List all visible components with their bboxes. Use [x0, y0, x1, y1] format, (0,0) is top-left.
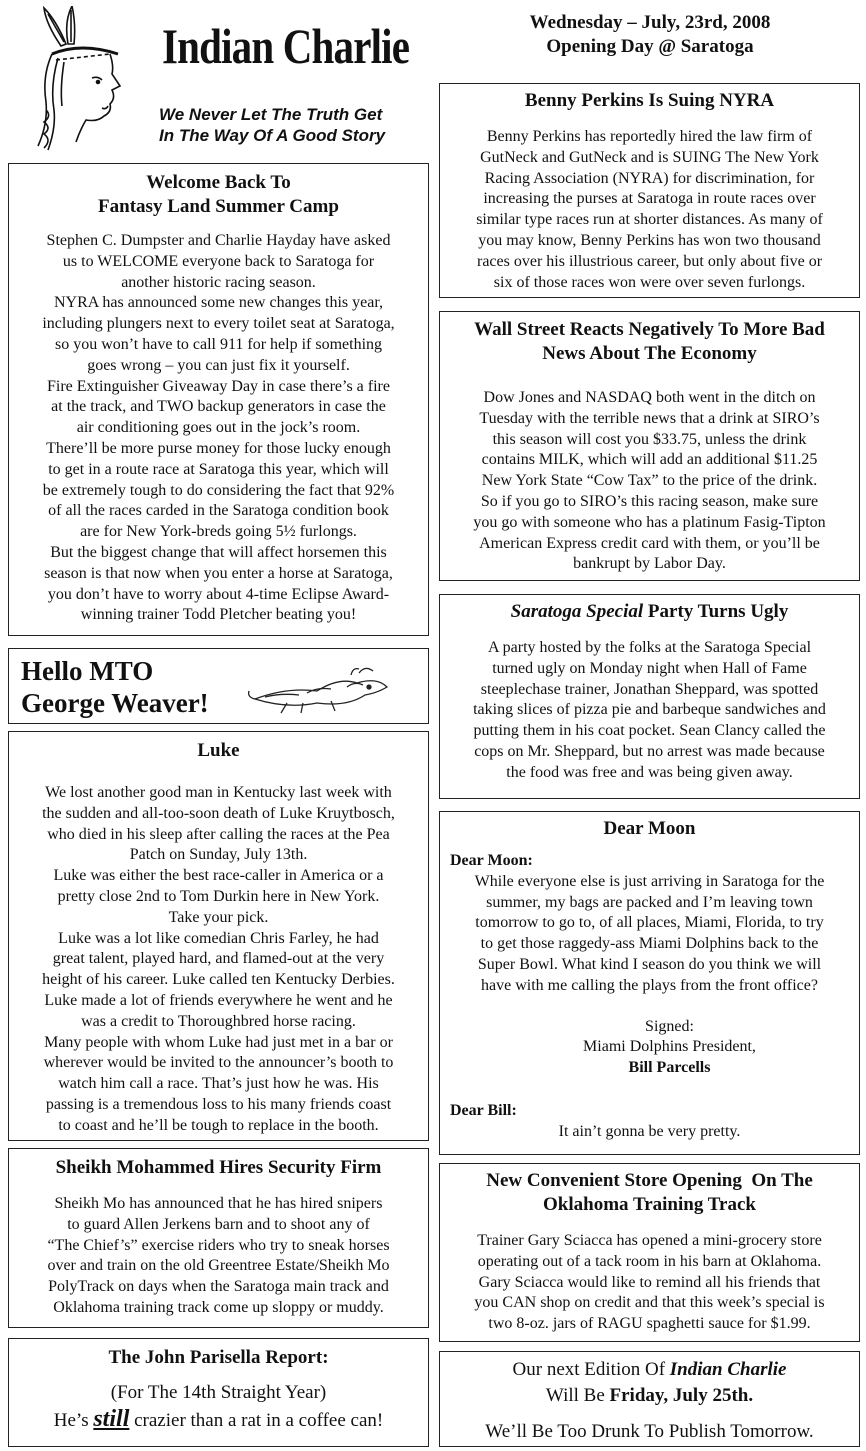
body-line: Stephen C. Dumpster and Charlie Hayday have asked — [46, 232, 391, 249]
body-line: to coast and he’ll be tough to replace in the booth. — [58, 1116, 379, 1134]
article-body — [444, 388, 855, 575]
article-body — [13, 231, 424, 626]
body-line: winning trainer Todd Pletcher beating you! — [80, 606, 357, 624]
issue-subtitle: Opening Day @ Saratoga — [546, 36, 754, 57]
body-line: Luke was a lot like comedian Chris Farley, he had — [58, 929, 379, 947]
body-line: cops on Mr. Sheppard, but no arrest was made because — [474, 742, 825, 760]
article-body — [13, 783, 424, 1137]
body-line: Fire Extinguisher Giveaway Day in case there’s a fire — [47, 377, 390, 395]
body-line: bankrupt by Labor Day. — [573, 555, 726, 573]
body-line: this season will cost you $33.75, unless the drink — [492, 430, 807, 448]
article-benny-perkins — [439, 83, 860, 298]
title-rest: Party Turns Ugly — [643, 601, 789, 622]
body-line: Racing Association (NYRA) for discrimination, for — [484, 169, 815, 187]
body-line: at the track, and TWO backup generators in case the — [51, 398, 386, 416]
body-line: taking slices of pizza pie and barbeque sandwiches and — [473, 701, 826, 719]
body-line: American Express credit card with them, or you’ll be — [479, 534, 820, 552]
body-line: season is that now when you enter a horse at Saratoga, — [44, 564, 393, 582]
body-line: to get in a route race at Saratoga this year, which will — [48, 460, 389, 478]
article-title: Luke — [197, 740, 240, 761]
title-line-2: Fantasy Land Summer Camp — [98, 196, 339, 217]
body-line: NYRA has announced some new changes this year, — [53, 294, 384, 312]
body-line: Benny Perkins has reportedly hired the law firm of — [486, 128, 813, 145]
body-line: A party hosted by the folks at the Saratoga Special — [487, 639, 812, 656]
body-line: There’ll be more purse money for those lucky enough — [46, 439, 391, 457]
masthead — [6, 6, 430, 156]
body-line: So if you go to SIRO’s this racing season, make sure — [480, 492, 819, 510]
body-line: great talent, played hard, and flamed-out at the very — [52, 950, 385, 968]
masthead-title: Indian Charlie — [162, 18, 410, 74]
body-line: us to WELCOME everyone back to Saratoga for — [62, 252, 375, 270]
article-luke — [8, 731, 429, 1141]
body-line: are for New York-breds going 5½ furlongs. — [80, 523, 357, 541]
body-line: so you won’t have to call 911 for help if something — [54, 335, 383, 353]
body-line: you CAN shop on credit and that this week’s special is — [474, 1294, 825, 1312]
article-title — [444, 318, 855, 366]
article-convenient-store — [439, 1163, 860, 1342]
title-line-2: Oklahoma Training Track — [543, 1194, 756, 1215]
article-title — [444, 600, 855, 624]
body-line: over and train on the old Greentree Estate/Sheikh Mo — [47, 1257, 390, 1275]
signed-label: Signed: — [645, 1017, 694, 1035]
body-line: contains MILK, which will add an additional $11.25 — [481, 451, 818, 469]
article-dear-moon — [439, 811, 860, 1155]
body-line: “The Chief’s” exercise riders who try to sneak horses — [47, 1236, 390, 1254]
body-line: steeplechase trainer, Jonathan Sheppard, was spotted — [480, 680, 819, 698]
issue-date: Wednesday – July, 23rd, 2008 — [529, 12, 771, 33]
body-line: height of his career. Luke called ten Kentucky Derbies. — [42, 971, 395, 989]
paper-name: Indian Charlie — [669, 1359, 787, 1380]
article-title: Benny Perkins Is Suing NYRA — [524, 90, 775, 111]
title-line-1: New Convenient Store Opening On The — [486, 1170, 813, 1191]
body-line: to get those raggedy-ass Miami Dolphins back to the — [480, 935, 819, 953]
indian-head-logo-icon — [6, 6, 126, 156]
body-line: two 8-oz. jars of RAGU spaghetti sauce for $1.99. — [488, 1315, 811, 1333]
article-title — [444, 1169, 855, 1217]
body-line: be extremely tough to do considering the fact that 92% — [42, 481, 395, 499]
body-line: you don’t have to worry about 4-time Eclipse Award- — [47, 585, 390, 603]
text-span: Will Be — [545, 1385, 610, 1406]
body-line: Tuesday with the terrible news that a drink at SIRO’s — [479, 409, 820, 427]
notice-body — [444, 1357, 855, 1445]
signer-title: Miami Dolphins President, — [583, 1038, 756, 1056]
reply-text: It ain’t gonna be very pretty. — [558, 1122, 741, 1140]
body-line: Sheikh Mo has announced that he has hired snipers — [54, 1195, 383, 1212]
article-body — [13, 1380, 424, 1434]
title-italic: Saratoga Special — [510, 601, 644, 622]
letter-signature — [450, 1017, 849, 1079]
title-line-1: Wall Street Reacts Negatively To More Bad — [474, 319, 825, 340]
signer-name: Bill Parcells — [628, 1059, 711, 1077]
masthead-tagline — [159, 104, 385, 146]
body-line: the sudden and all-too-soon death of Luke Kruytbosch, — [42, 804, 395, 822]
body-line: including plungers next to every toilet seat at Saratoga, — [42, 315, 395, 333]
body-line: six of those races won were over seven furlongs. — [493, 273, 806, 291]
article-title: The John Parisella Report: — [108, 1347, 329, 1368]
body-line: Luke made a lot of friends everywhere he went and he — [44, 991, 393, 1009]
article-saratoga-special — [439, 594, 860, 799]
article-body — [444, 1231, 855, 1335]
hello-line-2: George Weaver! — [21, 688, 209, 718]
body-line: turned ugly on Monday night when Hall of Fame — [492, 659, 807, 677]
body-line: pretty close 2nd to Tom Durkin here in New York. — [57, 887, 380, 905]
body-line: have with me calling the plays from the front office? — [481, 976, 818, 994]
body-line: another historic racing season. — [121, 273, 316, 291]
hello-heading — [21, 655, 209, 719]
title-line-1: Welcome Back To — [146, 172, 291, 193]
body-line: summer, my bags are packed and I’m leaving town — [486, 893, 813, 911]
body-line: was a credit to Thoroughbred horse racing. — [81, 1012, 356, 1030]
body-line: Oklahoma training track come up sloppy or muddy. — [53, 1298, 384, 1316]
letter-salutation: Dear Moon: — [450, 852, 533, 869]
body-line: the food was free and was being given away. — [506, 763, 793, 781]
body-line: Trainer Gary Sciacca has opened a mini-grocery store — [477, 1232, 822, 1249]
article-title: Dear Moon — [603, 818, 696, 839]
body-line: who died in his sleep after calling the races at the Pea — [47, 825, 390, 843]
notice-line-2 — [444, 1383, 855, 1409]
body-line: New York State “Cow Tax” to the price of the drink. — [481, 472, 818, 490]
body-line: races over his illustrious career, but only about five or — [476, 252, 823, 270]
cartoon-rat-icon — [247, 657, 397, 717]
article-body — [444, 638, 855, 784]
text-span: crazier than a rat in a coffee can! — [129, 1410, 384, 1431]
article-welcome-back — [8, 163, 429, 636]
hello-line-1: Hello MTO — [21, 656, 154, 686]
text-span: He’s — [53, 1410, 94, 1431]
body-line: to guard Allen Jerkens barn and to shoot any of — [67, 1215, 370, 1233]
body-line: of all the races carded in the Saratoga condition book — [48, 502, 389, 520]
body-line: PolyTrack on days when the Saratoga main track and — [48, 1278, 389, 1296]
title-line-2: News About The Economy — [542, 343, 757, 364]
body-line: tomorrow to go to, of all places, Miami, Florida, to try — [475, 914, 824, 932]
body-line: GutNeck and GutNeck and is SUING The New York — [480, 148, 819, 166]
next-date: Friday, July 25th. — [609, 1385, 754, 1406]
body-line: you may know, Benny Perkins has won two thousand — [478, 231, 821, 249]
body-line: Take your pick. — [168, 908, 269, 926]
body-line: Many people with whom Luke had just met in a bar or — [44, 1033, 393, 1051]
body-line: While everyone else is just arriving in Saratoga for the — [474, 872, 825, 890]
article-hello-mto — [8, 648, 429, 724]
body-line: watch him call a race. That’s just how he was. His — [58, 1075, 379, 1093]
body-line: you go with someone who has a platinum Fasig-Tipton — [473, 513, 826, 531]
body-line: wherever would be invited to the announcer’s booth to — [43, 1054, 394, 1072]
article-wall-street — [439, 311, 860, 581]
dateline — [440, 11, 860, 59]
article-title — [13, 171, 424, 219]
body-line: Dow Jones and NASDAQ both went in the ditch on — [483, 389, 816, 406]
body-line: putting them in his coat pocket. Sean Clancy called the — [473, 722, 826, 740]
body-line: similar type races run at shorter distances. As many of — [476, 211, 823, 229]
body-line: operating out of a tack room in his barn at Oklahoma. — [477, 1252, 822, 1270]
body-line: Gary Sciacca would like to remind all his friends that — [478, 1273, 821, 1291]
body-line — [13, 1406, 424, 1434]
body-line: Luke was either the best race-caller in America or a — [53, 867, 384, 885]
article-title: Sheikh Mohammed Hires Security Firm — [55, 1157, 382, 1178]
next-edition-notice — [439, 1351, 860, 1447]
body-line: goes wrong – you can just fix it yourself. — [87, 356, 350, 374]
tagline-line-2: In The Way Of A Good Story — [159, 126, 386, 145]
body-line: increasing the purses at Saratoga in route races over — [483, 190, 816, 208]
notice-line-1 — [444, 1357, 855, 1383]
body-line: We lost another good man in Kentucky last week with — [45, 784, 392, 801]
body-line: But the biggest change that will affect horsemen this — [50, 543, 387, 561]
reply-salutation: Dear Bill: — [450, 1101, 517, 1119]
body-line: air conditioning goes out in the jock’s room. — [76, 419, 361, 437]
article-parisella-report — [8, 1338, 429, 1447]
tagline-line-1: We Never Let The Truth Get — [159, 105, 383, 124]
notice-line-3: We’ll Be Too Drunk To Publish Tomorrow. — [485, 1421, 814, 1442]
body-line: passing is a tremendous loss to his many friends coast — [45, 1095, 392, 1113]
article-body — [13, 1194, 424, 1319]
body-line: Super Bowl. What kind I season do you think we will — [477, 955, 822, 973]
letter-body — [450, 872, 849, 997]
article-body — [444, 127, 855, 293]
text-span: Our next Edition Of — [512, 1359, 670, 1380]
emphasis-still: still — [93, 1406, 130, 1432]
body-line: Patch on Sunday, July 13th. — [129, 846, 308, 864]
body-line: (For The 14th Straight Year) — [110, 1382, 327, 1403]
article-sheikh-mohammed — [8, 1148, 429, 1328]
